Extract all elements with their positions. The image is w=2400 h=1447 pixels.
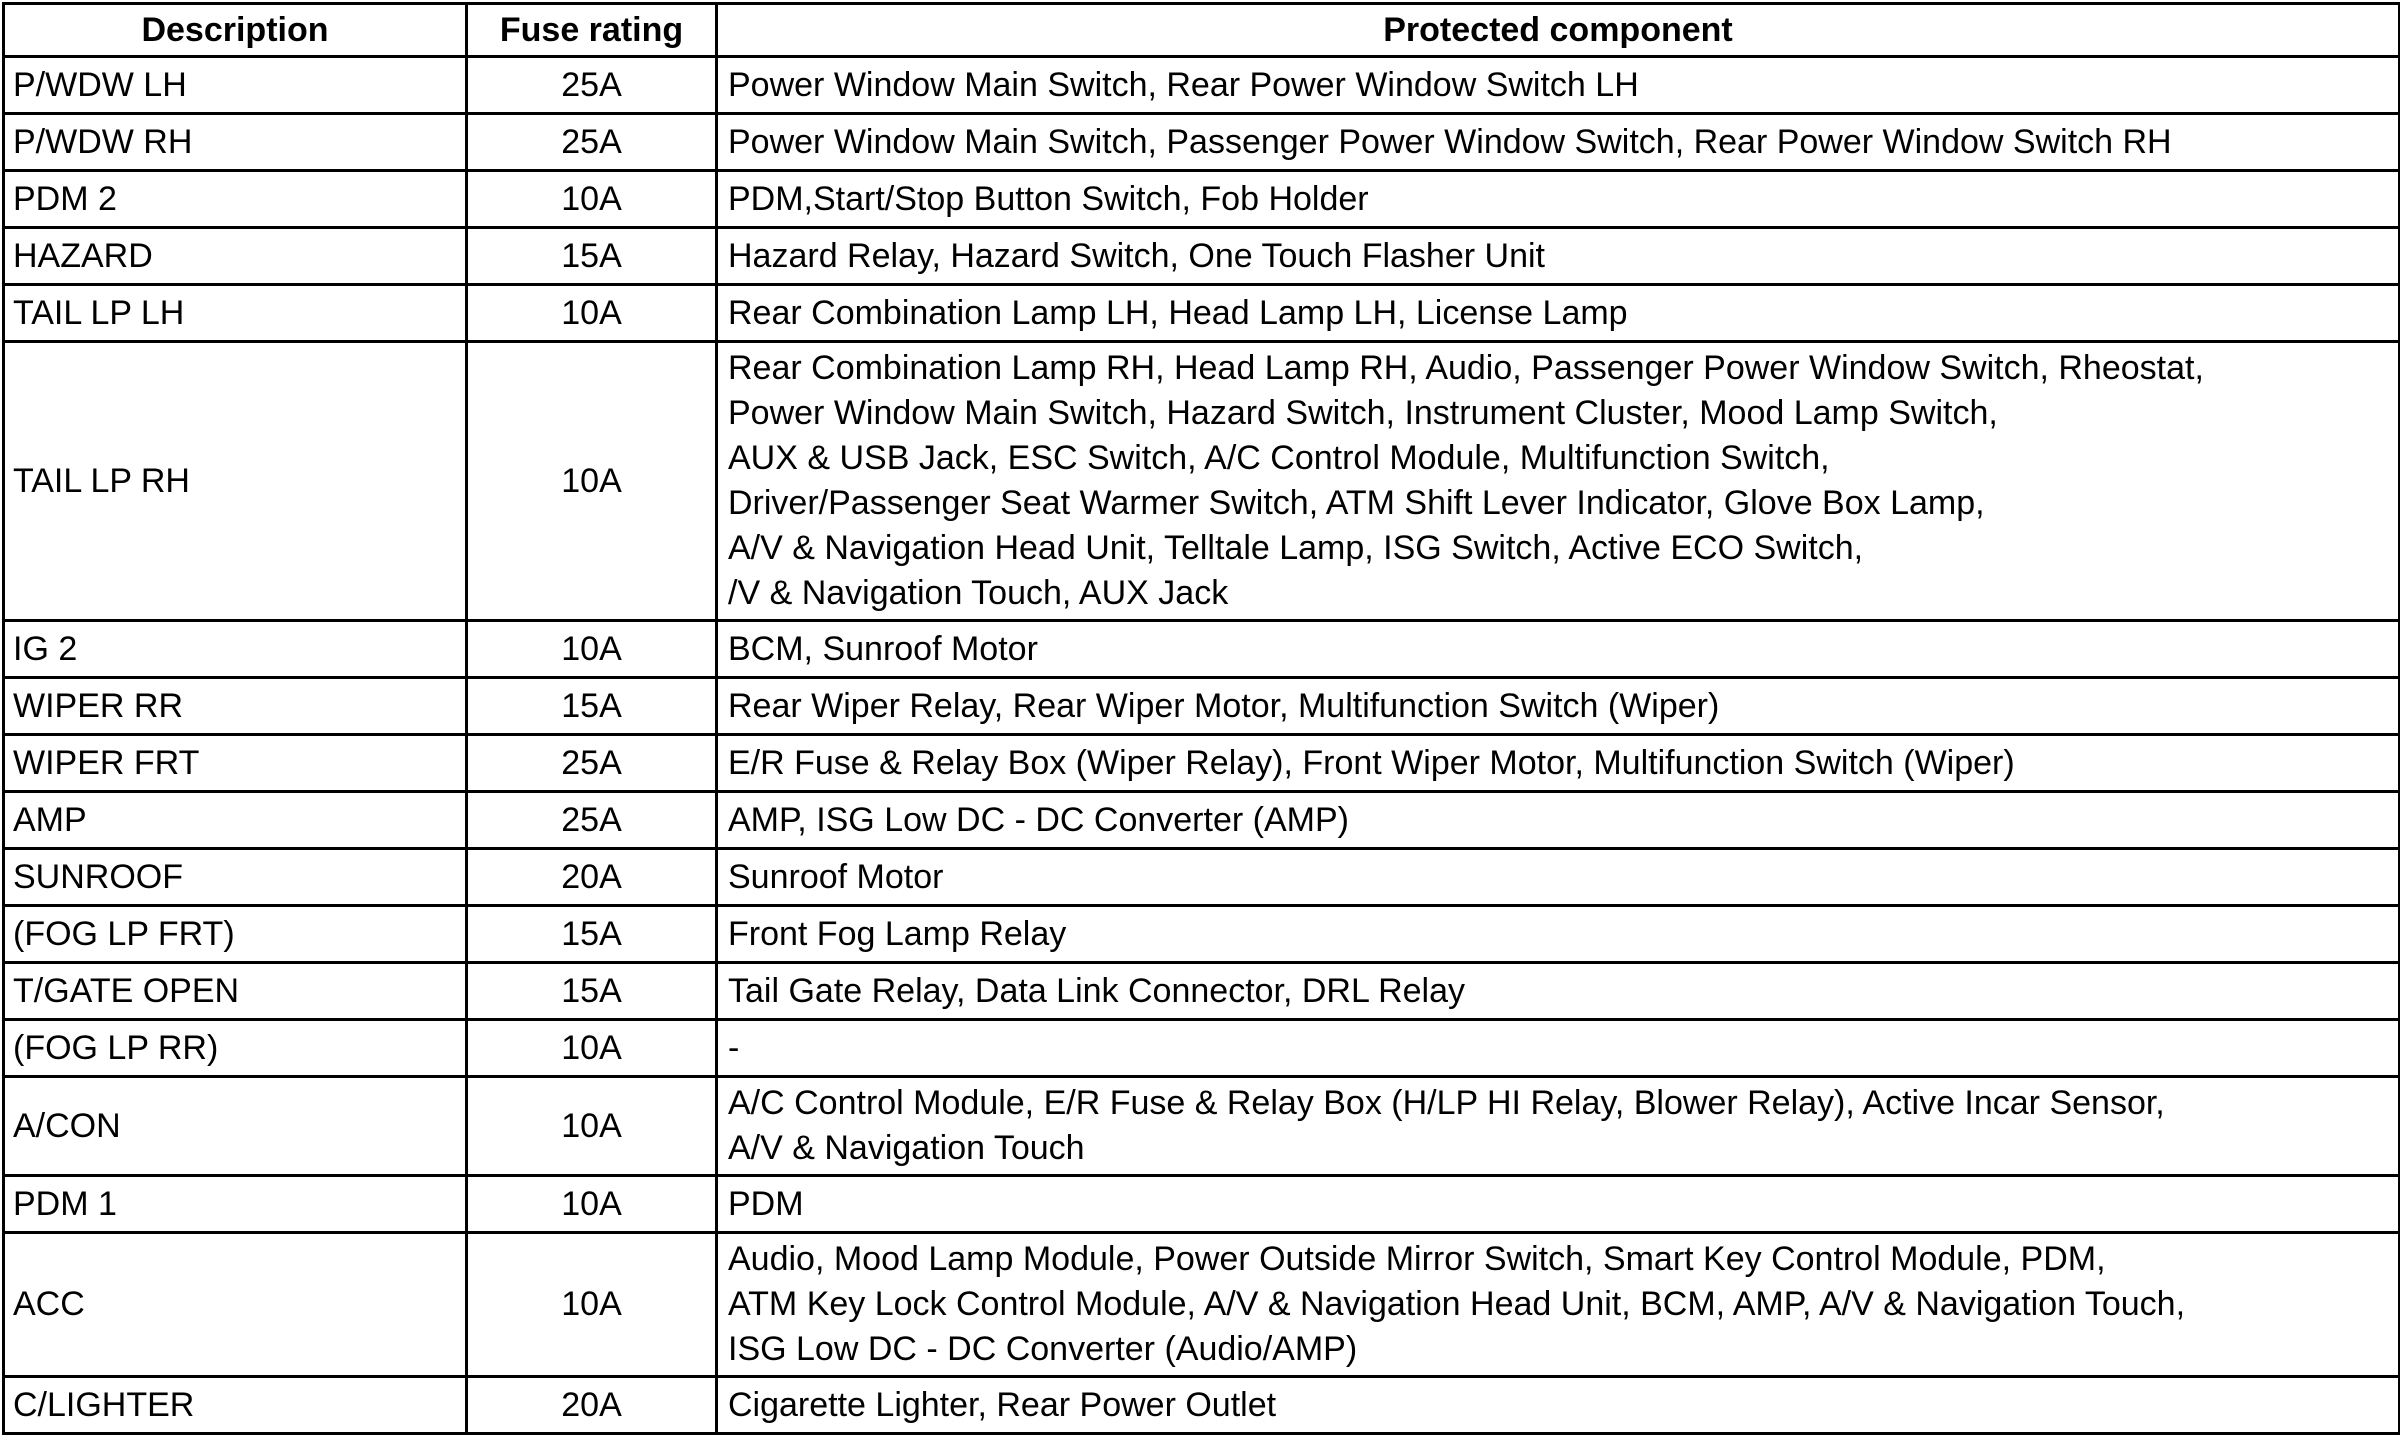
component-line: A/V & Navigation Touch	[728, 1129, 1085, 1167]
table-row	[4, 906, 2400, 963]
table-row	[4, 114, 2400, 171]
fuse-description: SUNROOF	[4, 849, 467, 906]
protected-component	[717, 57, 2400, 114]
fuse-description: TAIL LP LH	[4, 285, 467, 342]
fuse-description: TAIL LP RH	[4, 342, 467, 621]
fuse-rating: 10A	[467, 1233, 717, 1377]
protected-component	[717, 735, 2400, 792]
fuse-description: WIPER RR	[4, 678, 467, 735]
protected-component	[717, 1233, 2400, 1377]
component-line: Tail Gate Relay, Data Link Connector, DRL Relay	[728, 971, 1466, 1010]
fuse-rating: 15A	[467, 963, 717, 1020]
component-line: PDM,Start/Stop Button Switch, Fob Holder	[728, 179, 1369, 218]
component-line: Power Window Main Switch, Passenger Power Window Switch, Rear Power Window Switch RH	[728, 122, 2172, 161]
header-description: Description	[4, 4, 467, 57]
component-line: AMP, ISG Low DC - DC Converter (AMP)	[728, 800, 1349, 839]
table-row	[4, 621, 2400, 678]
protected-component	[717, 285, 2400, 342]
fuse-rating: 15A	[467, 228, 717, 285]
table-row	[4, 792, 2400, 849]
component-line: Rear Combination Lamp LH, Head Lamp LH, License Lamp	[728, 293, 1628, 332]
component-line: Power Window Main Switch, Hazard Switch, Instrument Cluster, Mood Lamp Switch,	[728, 394, 1998, 432]
fuse-rating: 15A	[467, 678, 717, 735]
table-row	[4, 1377, 2400, 1434]
fuse-rating: 25A	[467, 735, 717, 792]
table-row	[4, 1020, 2400, 1077]
component-line: ATM Key Lock Control Module, A/V & Navigation Head Unit, BCM, AMP, A/V & Navigation Touch,	[728, 1285, 2186, 1323]
component-line: Rear Wiper Relay, Rear Wiper Motor, Multifunction Switch (Wiper)	[728, 686, 1720, 725]
protected-component	[717, 906, 2400, 963]
component-line: E/R Fuse & Relay Box (Wiper Relay), Front Wiper Motor, Multifunction Switch (Wiper)	[728, 743, 2015, 782]
fuse-description: IG 2	[4, 621, 467, 678]
fuse-rating: 10A	[467, 1020, 717, 1077]
table-row	[4, 735, 2400, 792]
fuse-description: (FOG LP FRT)	[4, 906, 467, 963]
fuse-rating: 20A	[467, 849, 717, 906]
fuse-rating: 25A	[467, 57, 717, 114]
header-fuse-rating: Fuse rating	[467, 4, 717, 57]
table-row	[4, 678, 2400, 735]
protected-component	[717, 228, 2400, 285]
component-line: Rear Combination Lamp RH, Head Lamp RH, Audio, Passenger Power Window Switch, Rheostat,	[728, 349, 2204, 387]
table-row	[4, 1233, 2400, 1377]
protected-component	[717, 792, 2400, 849]
fuse-rating: 10A	[467, 1176, 717, 1233]
header-row	[4, 4, 2400, 57]
protected-component	[717, 1377, 2400, 1434]
protected-component	[717, 849, 2400, 906]
fuse-description: PDM 2	[4, 171, 467, 228]
fuse-table	[2, 2, 2400, 1435]
fuse-rating: 20A	[467, 1377, 717, 1434]
protected-component	[717, 1077, 2400, 1176]
component-line: Front Fog Lamp Relay	[728, 914, 1067, 953]
protected-component	[717, 1176, 2400, 1233]
protected-component	[717, 1020, 2400, 1077]
table-row	[4, 57, 2400, 114]
table-row	[4, 285, 2400, 342]
fuse-description: WIPER FRT	[4, 735, 467, 792]
component-line: A/C Control Module, E/R Fuse & Relay Box (H/LP HI Relay, Blower Relay), Active Incar Sensor,	[728, 1084, 2165, 1122]
component-line: PDM	[728, 1184, 804, 1223]
fuse-rating: 15A	[467, 906, 717, 963]
protected-component	[717, 342, 2400, 621]
table-body	[4, 57, 2400, 1434]
fuse-description: PDM 1	[4, 1176, 467, 1233]
component-line: Hazard Relay, Hazard Switch, One Touch Flasher Unit	[728, 236, 1545, 275]
fuse-description: T/GATE OPEN	[4, 963, 467, 1020]
component-line: Power Window Main Switch, Rear Power Window Switch LH	[728, 65, 1639, 104]
fuse-description: A/CON	[4, 1077, 467, 1176]
fuse-rating: 25A	[467, 792, 717, 849]
protected-component	[717, 621, 2400, 678]
fuse-description: HAZARD	[4, 228, 467, 285]
component-line: Cigarette Lighter, Rear Power Outlet	[728, 1385, 1277, 1424]
table-row	[4, 1176, 2400, 1233]
fuse-rating: 10A	[467, 1077, 717, 1176]
table-row	[4, 849, 2400, 906]
fuse-rating: 10A	[467, 342, 717, 621]
protected-component	[717, 114, 2400, 171]
fuse-rating: 10A	[467, 285, 717, 342]
table-row	[4, 228, 2400, 285]
component-line: Sunroof Motor	[728, 857, 944, 896]
fuse-description: AMP	[4, 792, 467, 849]
component-line: AUX & USB Jack, ESC Switch, A/C Control Module, Multifunction Switch,	[728, 439, 1830, 477]
fuse-rating: 25A	[467, 114, 717, 171]
protected-component	[717, 678, 2400, 735]
table-row	[4, 963, 2400, 1020]
component-line: ISG Low DC - DC Converter (Audio/AMP)	[728, 1330, 1358, 1368]
table-row	[4, 1077, 2400, 1176]
component-line: Audio, Mood Lamp Module, Power Outside Mirror Switch, Smart Key Control Module, PDM,	[728, 1240, 2106, 1278]
table-row	[4, 171, 2400, 228]
fuse-description: P/WDW RH	[4, 114, 467, 171]
protected-component	[717, 171, 2400, 228]
component-line: -	[728, 1028, 740, 1067]
protected-component	[717, 963, 2400, 1020]
fuse-rating: 10A	[467, 171, 717, 228]
fuse-description: C/LIGHTER	[4, 1377, 467, 1434]
fuse-description: ACC	[4, 1233, 467, 1377]
fuse-description: P/WDW LH	[4, 57, 467, 114]
table-row	[4, 342, 2400, 621]
component-line: BCM, Sunroof Motor	[728, 629, 1038, 668]
component-line: A/V & Navigation Head Unit, Telltale Lamp, ISG Switch, Active ECO Switch,	[728, 529, 1864, 567]
header-protected-component: Protected component	[717, 4, 2400, 57]
fuse-rating: 10A	[467, 621, 717, 678]
fuse-description: (FOG LP RR)	[4, 1020, 467, 1077]
component-line: Driver/Passenger Seat Warmer Switch, ATM Shift Lever Indicator, Glove Box Lamp,	[728, 484, 1985, 522]
component-line: /V & Navigation Touch, AUX Jack	[728, 574, 1229, 612]
